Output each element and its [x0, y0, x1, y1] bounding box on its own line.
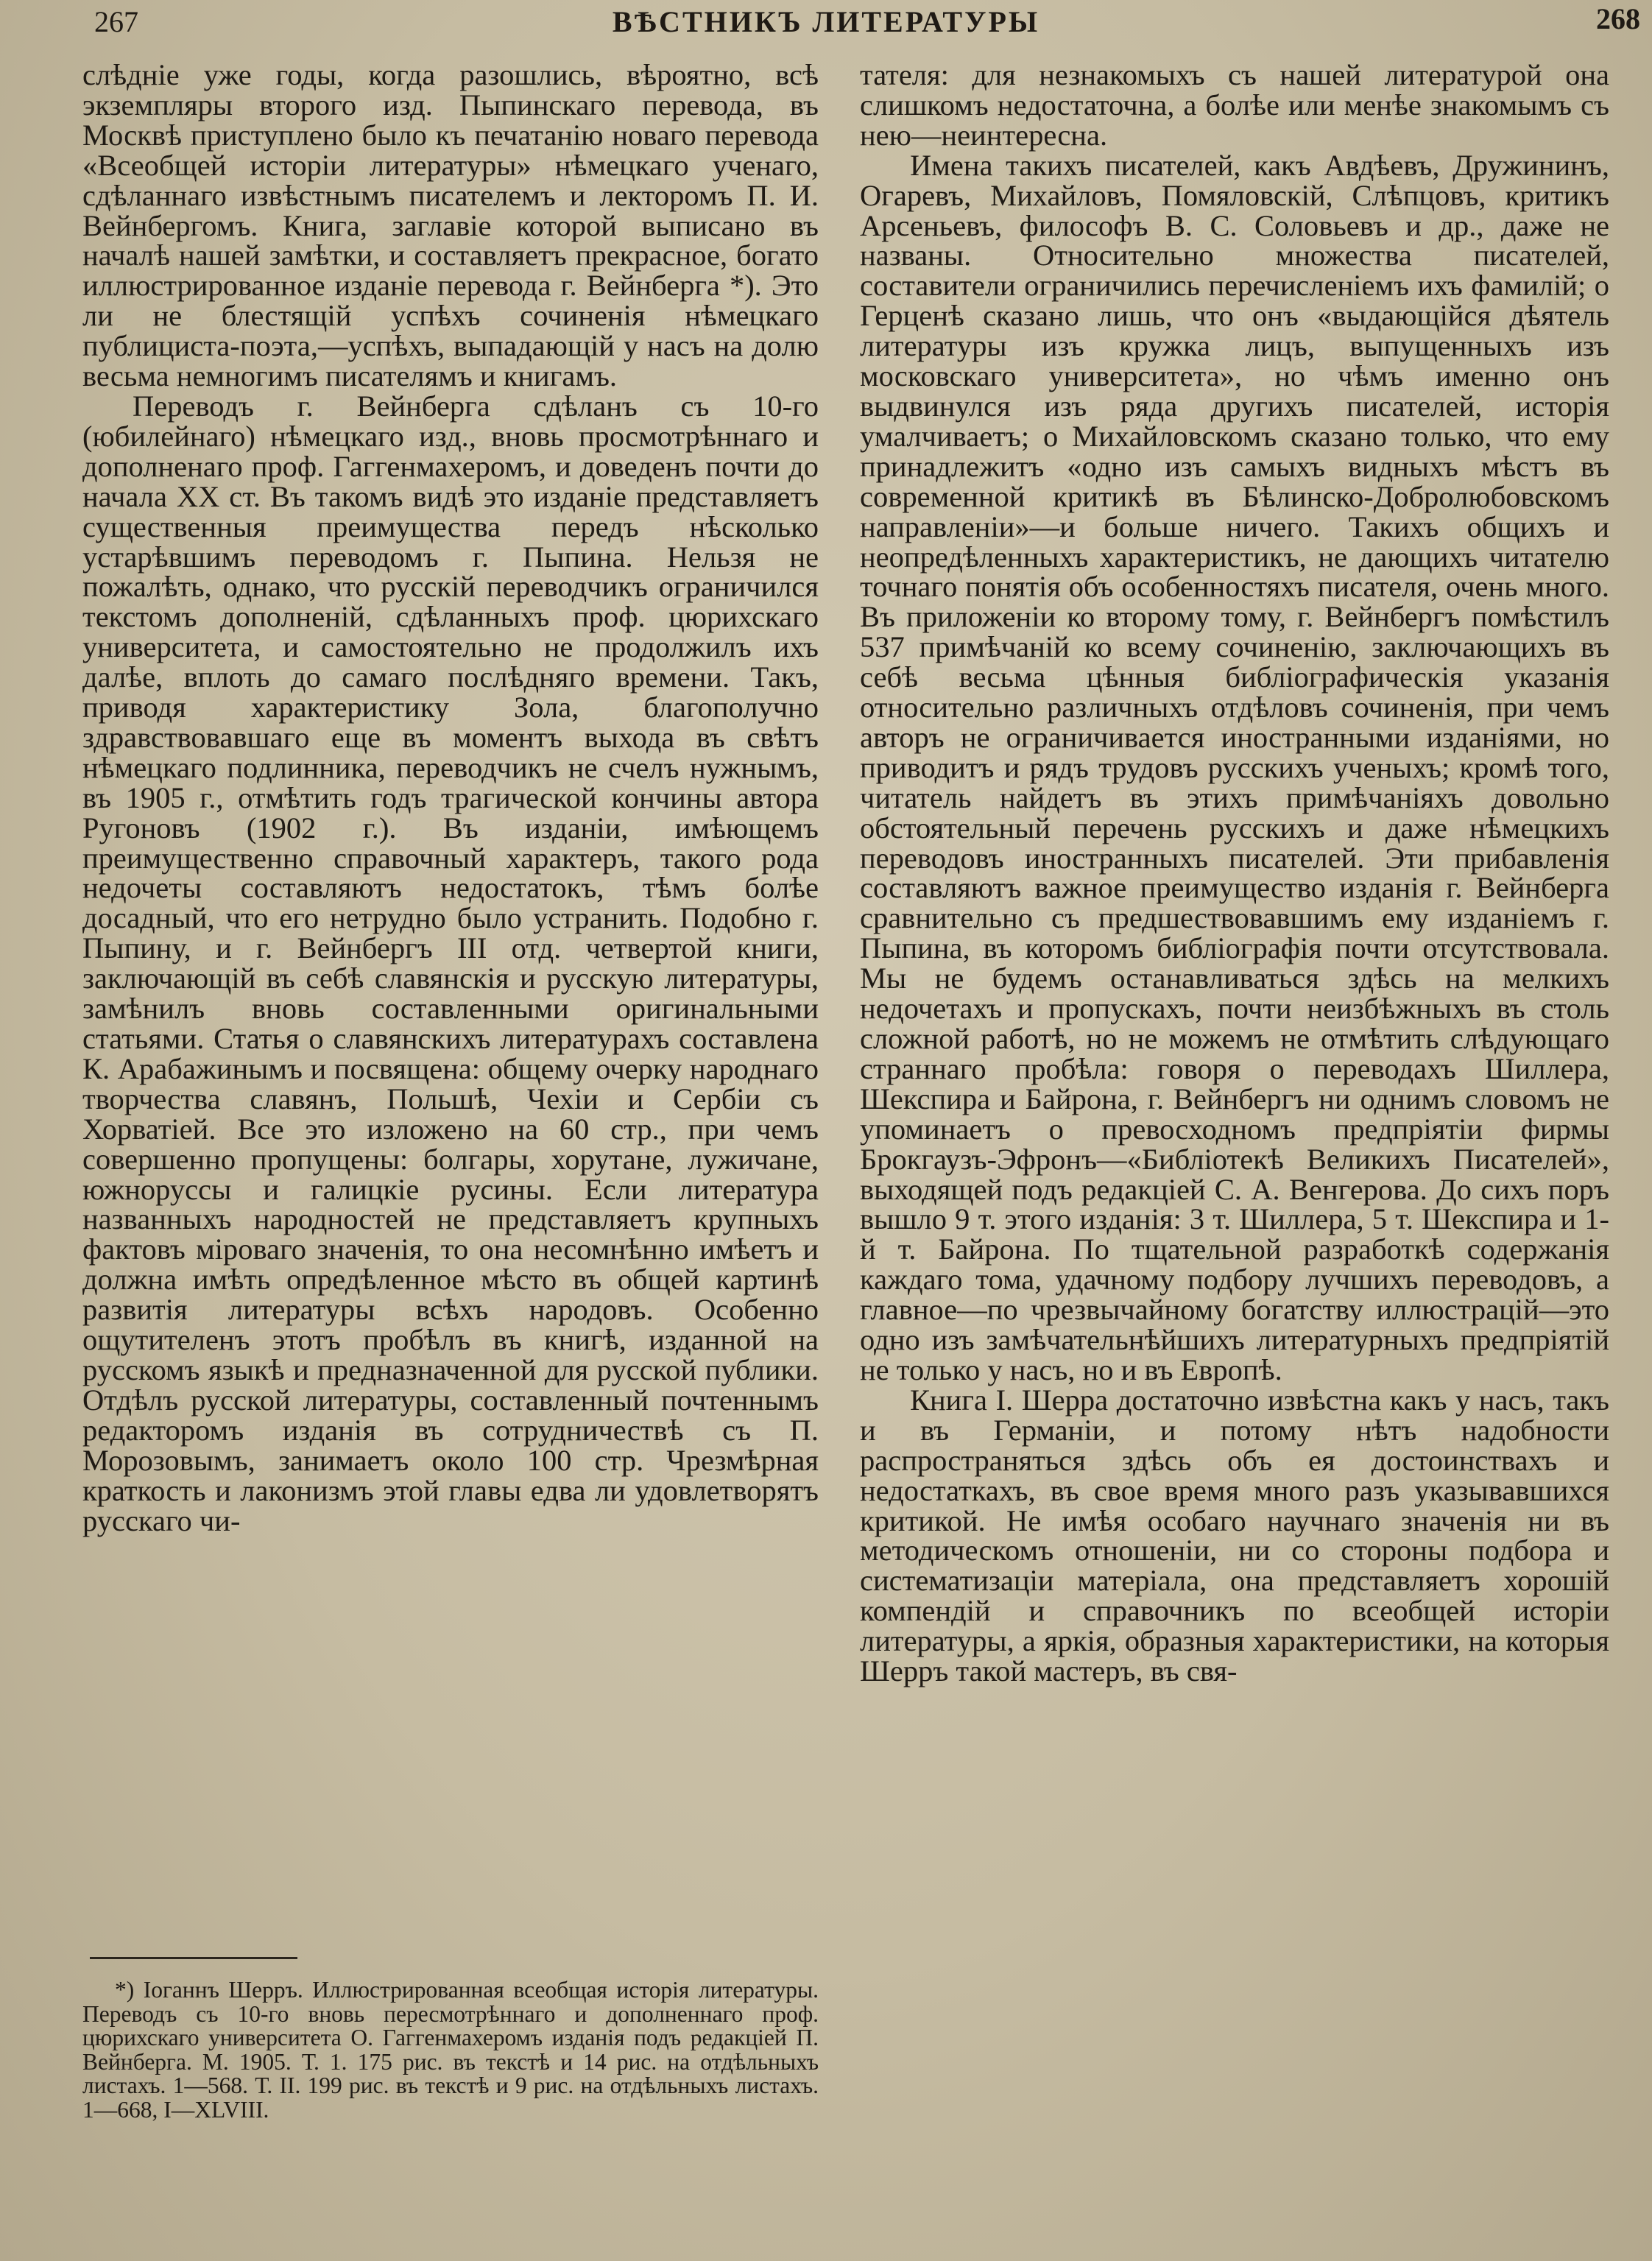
- paragraph: тателя: для незнакомыхъ съ нашей литературой она слишкомъ недостаточна, а болѣе или менѣе знакомымъ съ нею—неинтересна.: [860, 58, 1609, 152]
- paragraph: Имена такихъ писателей, какъ Авдѣевъ, Дружининъ, Огаревъ, Михайловъ, Помяловскій, Слѣпцовъ, критикъ Арсеньевъ, философъ В. С. Соловьевъ и др., даже не названы. Относительно множества писателей, составители ограничились перечисленіемъ ихъ фамилій; о Герценѣ сказано лишь, что онъ «выдающійся дѣятель литературы изъ кружка лицъ, выпущенныхъ изъ московскаго университета», но чѣмъ именно онъ выдвинулся изъ ряда другихъ писателей, исторія умалчиваетъ; о Михайловскомъ сказано только, что ему принадлежитъ «одно изъ самыхъ видныхъ мѣстъ въ современной критикѣ въ Бѣлинско-Добролюбовскомъ направленіи»—и больше ничего. Такихъ общихъ и неопредѣленныхъ характеристикъ, не дающихъ читателю точнаго понятія объ особенностяхъ писателя, очень много. Въ приложеніи ко второму тому, г. Вейнбергъ помѣстилъ 537 примѣчаній ко всему сочиненію, заключающихъ въ себѣ весьма цѣнныя библіографическія указанія относительно различныхъ отдѣловъ сочиненія, при чемъ авторъ не ограничивается иностранными изданіями, но приводитъ и рядъ трудовъ русскихъ ученыхъ; кромѣ того, читатель найдетъ въ этихъ примѣчаніяхъ довольно обстоятельный перечень русскихъ и даже нѣмецкихъ переводовъ иностранныхъ писателей. Эти прибавленія составляютъ важное преимущество изданія г. Вейнберга сравнительно съ предшествовавшимъ ему изданіемъ г. Пыпина, въ которомъ библіографія почти отсутствовала. Мы не будемъ останавливаться здѣсь на мелкихъ недочетахъ и пропускахъ, почти неизбѣжныхъ въ столь сложной работѣ, но не можемъ не отмѣтить слѣдующаго страннаго пробѣла: говоря о переводахъ Шиллера, Шекспира и Байрона, г. Вейнбергъ ни однимъ словомъ не упоминаетъ о превосходномъ предпріятіи фирмы Брокгаузъ-Эфронъ—«Библіотекѣ Великихъ Писателей», выходящей подъ редакціей С. А. Венгерова. До сихъ поръ вышло 9 т. этого изданія: 3 т. Шиллера, 5 т. Шекспира и 1-й т. Байрона. По тщательной разработкѣ содержанія каждаго тома, удачному подбору лучшихъ переводовъ, а главное—по чрезвычайному богатству иллюстрацій—это одно изъ замѣчательнѣйшихъ литературныхъ предпріятій не только у насъ, но и въ Европѣ.: [860, 148, 1609, 1386]
- footnote: [82, 1978, 819, 2122]
- paragraph: слѣдніе уже годы, когда разошлись, вѣроятно, всѣ экземпляры второго изд. Пыпинскаго перевода, въ Москвѣ приступлено было къ печатанію новаго перевода «Всеобщей исторіи литературы» нѣмецкаго ученаго, сдѣланнаго извѣстнымъ писателемъ и лекторомъ П. И. Вейнбергомъ. Книга, заглавіе которой выписано въ началѣ нашей замѣтки, и составляетъ прекрасное, богато иллюстрированное изданіе перевода г. Вейнберга *). Это ли не блестящій успѣхъ сочиненія нѣмецкаго публициста-поэта,—успѣхъ, выпадающій у насъ на долю весьма немногимъ писателямъ и книгамъ.: [82, 58, 819, 393]
- paragraph: Переводъ г. Вейнберга сдѣланъ съ 10-го (юбилейнаго) нѣмецкаго изд., вновь просмотрѣннаго и дополненаго проф. Гаггенмахеромъ, и доведенъ почти до начала XX ст. Въ такомъ видѣ это изданіе представляетъ существенныя преимущества передъ нѣсколько устарѣвшимъ переводомъ г. Пыпина. Нельзя не пожалѣть, однако, что русскій переводчикъ ограничился текстомъ дополненій, сдѣланныхъ проф. цюрихскаго университета, и самостоятельно не продолжилъ ихъ далѣе, вплоть до самаго послѣдняго времени. Такъ, приводя характеристику Зола, благополучно здравствовавшаго еще въ моментъ выхода въ свѣтъ нѣмецкаго подлинника, переводчикъ не счелъ нужнымъ, въ 1905 г., отмѣтить годъ трагической кончины автора Ругоновъ (1902 г.). Въ изданіи, имѣющемъ преимущественно справочный характеръ, такого рода недочеты составляютъ недостатокъ, тѣмъ болѣе досадный, что его нетрудно было устранить. Подобно г. Пыпину, и г. Вейнбергъ III отд. четвертой книги, заключающій въ себѣ славянскія и русскую литературы, замѣнилъ вновь составленными оригинальными статьями. Статья о славянскихъ литературахъ составлена К. Арабажинымъ и посвящена: общему очерку народнаго творчества славянъ, Польшѣ, Чехіи и Сербіи съ Хорватіей. Все это изложено на 60 стр., при чемъ совершенно пропущены: болгары, хорутане, лужичане, южноруссы и галицкіе русины. Если литература названныхъ народностей не представляетъ крупныхъ фактовъ міроваго значенія, то она несомнѣнно имѣетъ и должна имѣть опредѣленное мѣсто въ общей картинѣ развитія литературы всѣхъ народовъ. Особенно ощутителенъ этотъ пробѣлъ въ книгѣ, изданной на русскомъ языкѣ и предназначенной для русской публики. Отдѣлъ русской литературы, составленный почтеннымъ редакторомъ изданія въ сотрудничествѣ съ П. Морозовымъ, занимаетъ около 100 стр. Чрезмѣрная краткость и лаконизмъ этой главы едва ли удовлетворятъ русскаго чи-: [82, 389, 819, 1537]
- page-number-left: 267: [94, 5, 138, 38]
- footnote-divider: [90, 1957, 297, 1959]
- running-header: [0, 0, 1652, 44]
- right-column: [860, 60, 1609, 1687]
- footnote-text: *) Іоганнъ Шерръ. Иллюстрированная всеобщая исторія литературы. Переводъ съ 10-го вновь пересмотрѣннаго и дополненнаго проф. цюрихскаго университета О. Гаггенмахеромъ изданія подъ редакціей П. Вейнберга. М. 1905. Т. 1. 175 рис. въ текстѣ и 14 рис. на отдѣльныхъ листахъ. 1—568. Т. II. 199 рис. въ текстѣ и 9 рис. на отдѣльныхъ листахъ. 1—668, I—XLVIII.: [82, 1977, 819, 2123]
- left-column: [82, 60, 819, 1536]
- journal-title: ВѢСТНИКЪ ЛИТЕРАТУРЫ: [612, 5, 1040, 38]
- paragraph: Книга I. Шерра достаточно извѣстна какъ у насъ, такъ и въ Германіи, и потому нѣтъ надобности распространяться здѣсь объ ея достоинствахъ и недостаткахъ, въ свое время много разъ указывавшихся критикой. Не имѣя особаго научнаго значенія ни въ методическомъ отношеніи, ни со стороны подбора и систематизаціи матеріала, она представляетъ хорошій компендій и справочникъ по всеобщей исторіи литературы, а яркія, образныя характеристики, на которыя Шерръ такой мастеръ, въ свя-: [860, 1383, 1609, 1688]
- page-number-right: 268: [1596, 2, 1640, 35]
